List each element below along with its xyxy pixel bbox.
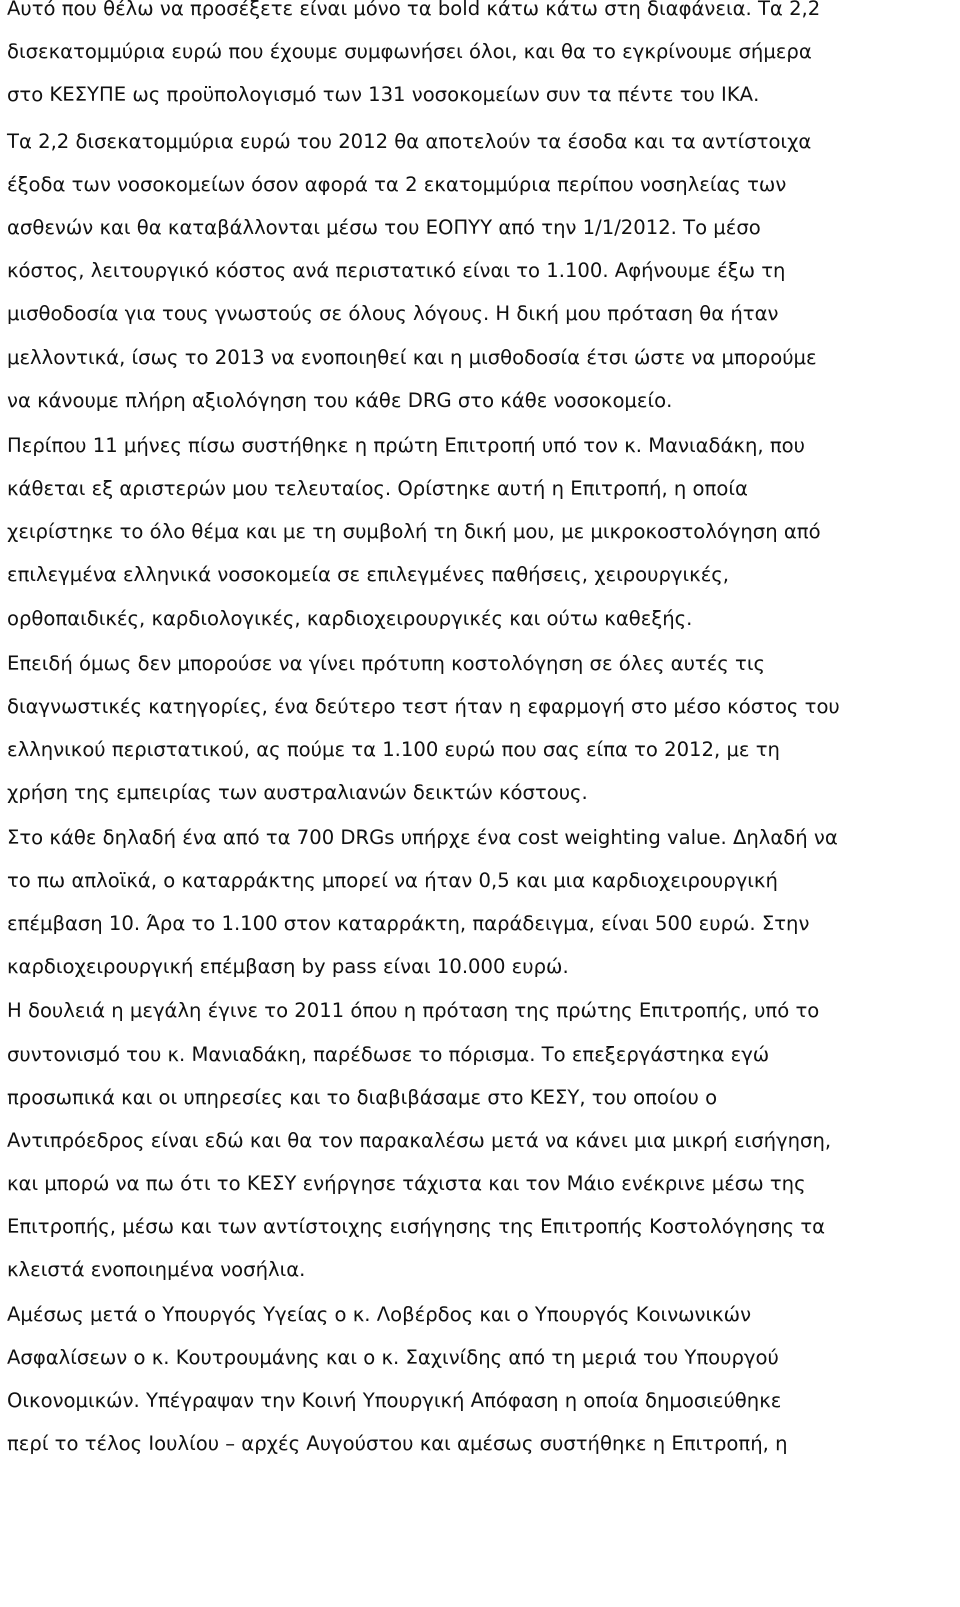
text-line: μισθοδοσία για τους γνωστούς σε όλους λόγους. Η δική μου πρόταση θα ήταν <box>7 302 779 326</box>
text-line: περί το τέλος Ιουλίου – αρχές Αυγούστου και αμέσως συστήθηκε η Επιτροπή, η <box>7 1432 788 1456</box>
text-line: χειρίστηκε το όλο θέμα και με τη συμβολή τη δική μου, με μικροκοστολόγηση από <box>7 520 821 544</box>
text-line: να κάνουμε πλήρη αξιολόγηση του κάθε DRG στο κάθε νοσοκομείο. <box>7 388 673 412</box>
text-line: Αντιπρόεδρος είναι εδώ και θα τον παρακαλέσω μετά να κάνει μια μικρή εισήγηση, <box>7 1128 832 1152</box>
paragraph-3 <box>0 424 960 640</box>
text-line: κλειστά ενοποιημένα νοσήλια. <box>7 1258 306 1282</box>
text-line: συντονισμό του κ. Μανιαδάκη, παρέδωσε το πόρισμα. Το επεξεργάστηκα εγώ <box>7 1042 770 1066</box>
text-line: το πω απλοϊκά, ο καταρράκτης μπορεί να ήταν 0,5 και μια καρδιοχειρουργική <box>7 868 778 892</box>
paragraph-2 <box>0 120 960 422</box>
text-line: μελλοντικά, ίσως το 2013 να ενοποιηθεί και η μισθοδοσία έτσι ώστε να μπορούμε <box>7 345 817 369</box>
paragraph-6 <box>0 989 960 1291</box>
text-line: Στο κάθε δηλαδή ένα από τα 700 DRGs υπήρχε ένα cost weighting value. Δηλαδή να <box>7 825 838 849</box>
text-line: επέμβαση 10. Άρα το 1.100 στον καταρράκτη, παράδειγμα, είναι 500 ευρώ. Στην <box>7 911 810 935</box>
text-line: καρδιοχειρουργική επέμβαση by pass είναι 10.000 ευρώ. <box>7 955 569 979</box>
text-line: Επειδή όμως δεν μπορούσε να γίνει πρότυπη κοστολόγηση σε όλες αυτές τις <box>7 651 765 675</box>
text-line: Αμέσως μετά ο Υπουργός Υγείας ο κ. Λοβέρδος και ο Υπουργός Κοινωνικών <box>7 1302 752 1326</box>
text-line: Περίπου 11 μήνες πίσω συστήθηκε η πρώτη Επιτροπή υπό τον κ. Μανιαδάκη, που <box>7 433 805 457</box>
text-line: Η δουλειά η μεγάλη έγινε το 2011 όπου η πρόταση της πρώτης Επιτροπής, υπό το <box>7 999 820 1023</box>
text-line: προσωπικά και οι υπηρεσίες και το διαβιβάσαμε στο ΚΕΣΥ, του οποίου ο <box>7 1085 718 1109</box>
text-line: ελληνικού περιστατικού, ας πούμε τα 1.100 ευρώ που σας είπα το 2012, με τη <box>7 738 780 762</box>
text-line: Τα 2,2 δισεκατομμύρια ευρώ του 2012 θα αποτελούν τα έσοδα και τα αντίστοιχα <box>7 129 812 153</box>
text-line: κόστος, λειτουργικό κόστος ανά περιστατικό είναι το 1.100. Αφήνουμε έξω τη <box>7 259 786 283</box>
text-line: διαγνωστικές κατηγορίες, ένα δεύτερο τεστ ήταν η εφαρμογή στο μέσο κόστος του <box>7 695 840 718</box>
text-line: Αυτό που θέλω να προσέξετε είναι μόνο τα bold κάτω κάτω στη διαφάνεια. Τα 2,2 <box>7 0 821 20</box>
text-line: χρήση της εμπειρίας των αυστραλιανών δεικτών κόστους. <box>7 781 588 805</box>
text-line: κάθεται εξ αριστερών μου τελευταίος. Ορίστηκε αυτή η Επιτροπή, η οποία <box>7 477 748 501</box>
paragraph-4 <box>0 642 960 815</box>
paragraph-1 <box>0 0 960 117</box>
text-line: έξοδα των νοσοκομείων όσον αφορά τα 2 εκατομμύρια περίπου νοσηλείας των <box>7 172 787 196</box>
text-line: και μπορώ να πω ότι το ΚΕΣΥ ενήργησε τάχιστα και τον Μάιο ενέκρινε μέσω της <box>7 1172 806 1196</box>
text-line: ασθενών και θα καταβάλλονται μέσω του ΕΟΠΥΥ από την 1/1/2012. Το μέσο <box>7 215 761 239</box>
text-line: Επιτροπής, μέσω και των αντίστοιχης εισήγησης της Επιτροπής Κοστολόγησης τα <box>7 1215 826 1239</box>
text-line: επιλεγμένα ελληνικά νοσοκομεία σε επιλεγμένες παθήσεις, χειρουργικές, <box>7 563 730 587</box>
text-line: στο ΚΕΣΥΠΕ ως προϋπολογισμό των 131 νοσοκομείων συν τα πέντε του ΙΚΑ. <box>7 83 760 107</box>
text-line: Ασφαλίσεων ο κ. Κουτρουμάνης και ο κ. Σαχινίδης από τη μεριά του Υπουργού <box>7 1345 779 1369</box>
text-line: δισεκατομμύρια ευρώ που έχουμε συμφωνήσει όλοι, και θα το εγκρίνουμε σήμερα <box>7 40 812 64</box>
text-line: ορθοπαιδικές, καρδιολογικές, καρδιοχειρουργικές και ούτω καθεξής. <box>7 606 693 630</box>
paragraph-7 <box>0 1293 960 1466</box>
paragraph-5 <box>0 816 960 989</box>
text-line: Οικονομικών. Υπέγραψαν την Κοινή Υπουργική Απόφαση η οποία δημοσιεύθηκε <box>7 1389 782 1412</box>
